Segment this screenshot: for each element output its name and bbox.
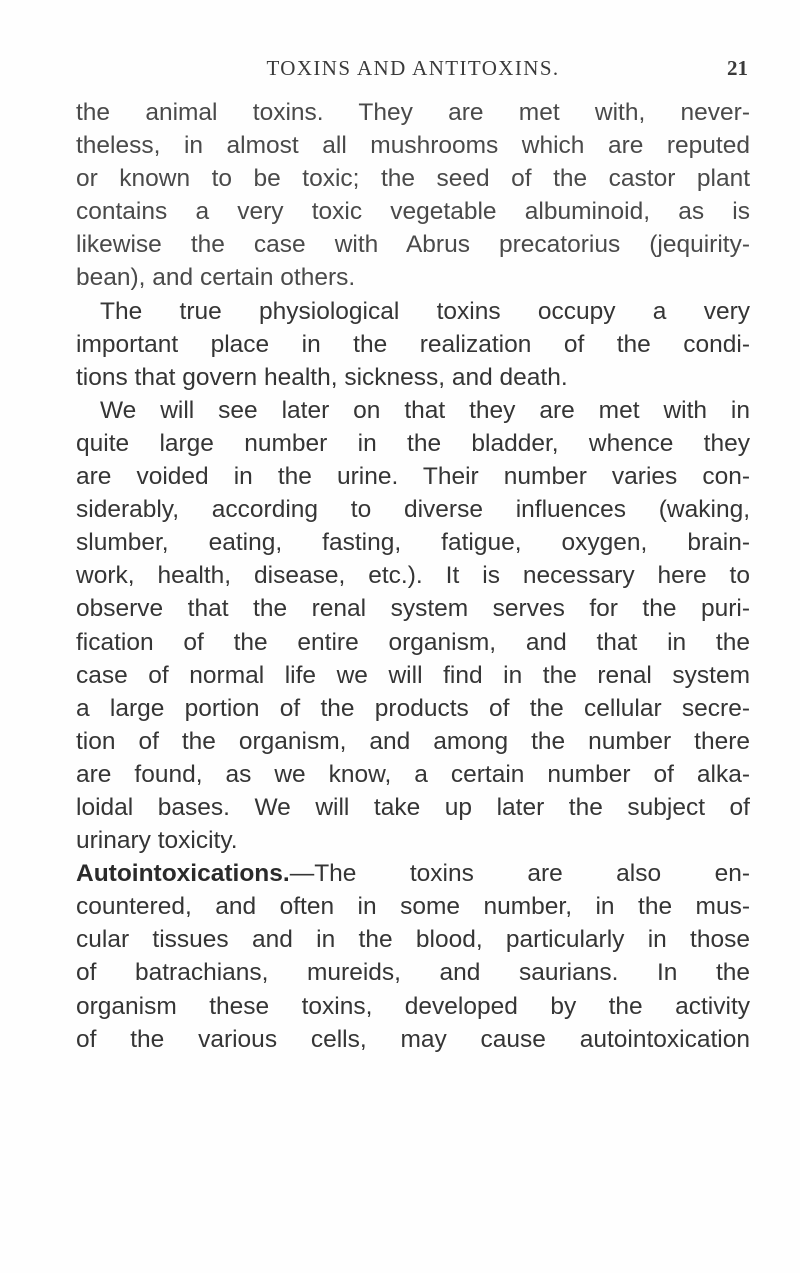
- text-line: likewise the case with Abrus precatorius (jequirity-: [76, 231, 750, 259]
- text-line: countered, and often in some number, in the mus-: [76, 893, 750, 921]
- body-text: [76, 96, 750, 1056]
- text-line: contains a very toxic vegetable albuminoid, as is: [76, 198, 750, 226]
- text-line: organism these toxins, developed by the activity: [76, 992, 750, 1020]
- running-head: [76, 56, 750, 86]
- text-line: tions that govern health, sickness, and death.: [76, 363, 568, 391]
- text-line: siderably, according to diverse influences (waking,: [76, 496, 750, 524]
- text-line: are found, as we know, a certain number of alka-: [76, 760, 750, 788]
- text-line: slumber, eating, fasting, fatigue, oxygen, brain-: [76, 529, 750, 557]
- text-line: fication of the entire organism, and that in the: [76, 628, 750, 656]
- text-line: observe that the renal system serves for the puri-: [76, 595, 750, 623]
- text-line: urinary toxicity.: [76, 827, 238, 855]
- text-line: of batrachians, mureids, and saurians. In the: [76, 959, 750, 987]
- running-title: TOXINS AND ANTITOXINS.: [266, 56, 560, 80]
- text-line: bean), and certain others.: [76, 264, 356, 292]
- text-line: quite large number in the bladder, whence they: [76, 429, 750, 457]
- text-line: loidal bases. We will take up later the subject of: [76, 793, 750, 821]
- text-line: of the various cells, may cause autointoxication: [76, 1025, 750, 1053]
- text-line: important place in the realization of the condi-: [76, 330, 750, 358]
- text-line: cular tissues and in the blood, particularly in those: [76, 926, 750, 954]
- text-line: work, health, disease, etc.). It is necessary here to: [76, 562, 750, 590]
- section-heading: Autointoxications.: [76, 860, 290, 888]
- page-number: 21: [727, 56, 748, 80]
- text-line: We will see later on that they are met with in: [100, 396, 750, 424]
- text-line: —The toxins are also en-: [289, 860, 750, 888]
- text-line: the animal toxins. They are met with, never-: [76, 99, 750, 126]
- text-line: or known to be toxic; the seed of the castor plant: [76, 165, 750, 193]
- text-line: tion of the organism, and among the number there: [76, 727, 750, 755]
- text-line: The true physiological toxins occupy a very: [100, 297, 750, 325]
- text-line: are voided in the urine. Their number varies con-: [76, 463, 750, 491]
- text-line: theless, in almost all mushrooms which are reputed: [76, 132, 750, 160]
- text-line: a large portion of the products of the cellular secre-: [76, 694, 750, 722]
- text-line: case of normal life we will find in the renal system: [76, 661, 750, 689]
- section-line: [76, 857, 750, 890]
